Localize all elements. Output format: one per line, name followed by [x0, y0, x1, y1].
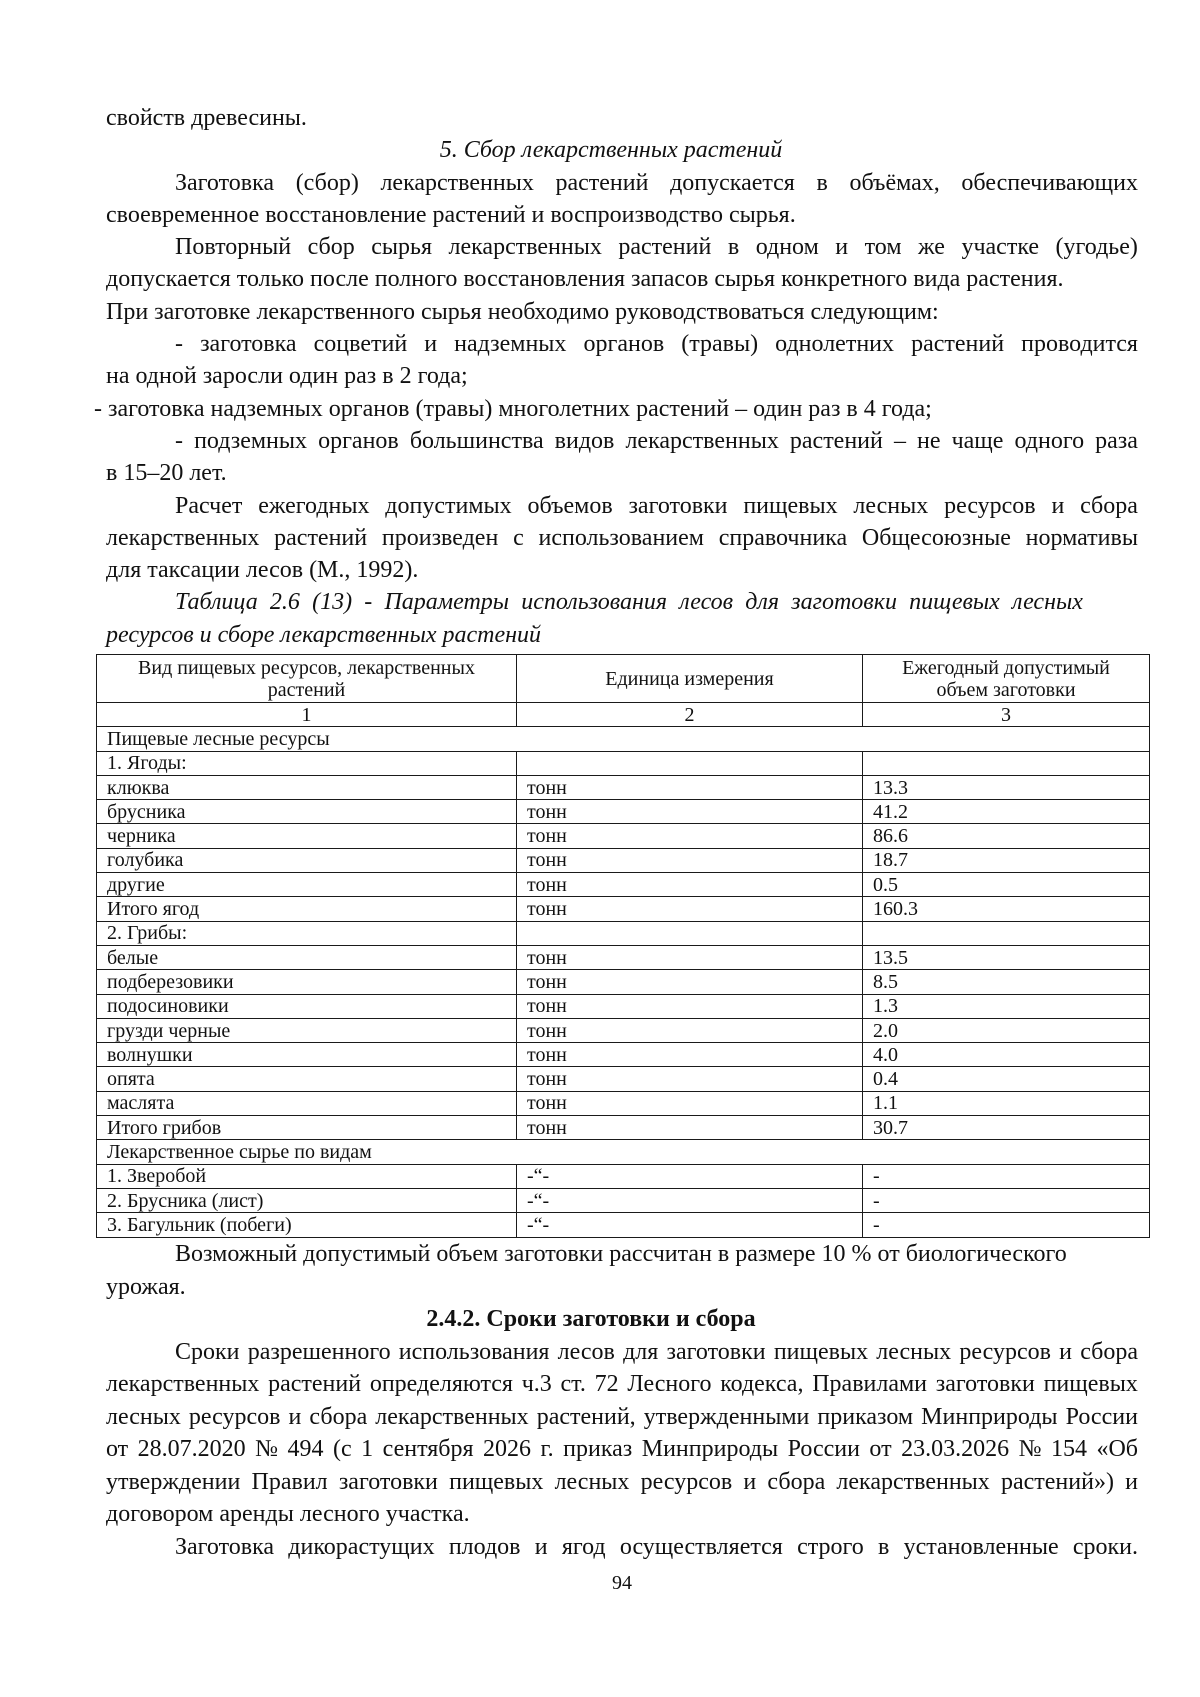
word: (сбор)	[295, 169, 359, 196]
table-row	[97, 1164, 1150, 1188]
cell-volume: 2.0	[863, 1018, 1150, 1042]
word: в	[816, 169, 828, 196]
word: (13)	[312, 589, 353, 616]
word: для	[623, 1338, 659, 1365]
list-item-line: на одной заросли один раз в 2 года;	[106, 363, 468, 390]
table-row	[97, 1188, 1150, 1212]
word: Заготовка	[175, 169, 275, 196]
word: сроки.	[1072, 1533, 1138, 1560]
cell-unit: тонн	[517, 1043, 863, 1067]
word: лекарственных	[106, 524, 260, 551]
cell-resource: 2. Грибы:	[97, 921, 517, 945]
word: раза	[1095, 427, 1138, 454]
paragraph-line	[106, 1401, 1138, 1434]
word: лесных	[853, 492, 929, 519]
word: лекарственных	[106, 1371, 260, 1397]
word: не	[917, 427, 941, 454]
cell-resource: Итого ягод	[97, 897, 517, 921]
word: подземных	[194, 427, 308, 454]
word: Минприроды	[641, 1436, 779, 1462]
paragraph-line	[175, 231, 1138, 263]
word: Сроки	[175, 1338, 240, 1365]
word: 23.03.2026	[901, 1436, 1010, 1462]
table-body	[97, 727, 1150, 1237]
word: растений»)	[1000, 1468, 1114, 1495]
paragraph-line	[175, 167, 1138, 199]
cell-unit: тонн	[517, 945, 863, 969]
header-text: Ежегодный допустимый	[902, 656, 1110, 679]
cell-resource: другие	[97, 873, 517, 897]
paragraph-line: своевременное восстановление растений и воспроизводство сырья.	[106, 201, 796, 228]
table-caption-line	[175, 586, 1083, 618]
word: России	[1065, 1403, 1138, 1430]
cell-resource: подберезовики	[97, 970, 517, 994]
cell-volume: 1.1	[863, 1091, 1150, 1115]
word: Общесоюзные	[861, 524, 1011, 551]
paragraph-line: для таксации лесов (М., 1992).	[106, 557, 419, 584]
cell-resource: клюква	[97, 775, 517, 799]
table-caption-line: ресурсов и сборе лекарственных растений	[106, 621, 542, 648]
word: лесных	[876, 1338, 952, 1365]
word: пищевых	[773, 1338, 869, 1365]
page-number: 94	[612, 1572, 632, 1594]
cell-volume: 160.3	[863, 897, 1150, 921]
paragraph-line: Возможный допустимый объем заготовки рассчитан в размере 10 % от биологического	[175, 1241, 1067, 1267]
resources-table	[96, 654, 1150, 1238]
word: и	[534, 1533, 548, 1560]
word: том	[864, 234, 902, 261]
word: 28.07.2020	[137, 1436, 246, 1462]
paragraph-line: При заготовке лекарственного сырья необходимо руководствоваться следующим:	[106, 298, 939, 325]
word: объемов	[527, 492, 613, 519]
cell-resource: маслята	[97, 1091, 517, 1115]
word: заготовки	[338, 1468, 438, 1495]
word: произведен	[381, 524, 499, 551]
table-row	[97, 1091, 1150, 1115]
cell-resource: 2. Брусника (лист)	[97, 1188, 517, 1212]
paragraph-line	[175, 1336, 1138, 1369]
cell-volume: 1.3	[863, 994, 1150, 1018]
word: 154	[1050, 1436, 1087, 1462]
table-row	[97, 970, 1150, 994]
header-unit	[517, 655, 863, 703]
word: приказ	[563, 1436, 633, 1462]
word: заготовка	[200, 331, 297, 358]
word: проводится	[1021, 331, 1138, 358]
cell-unit	[517, 921, 863, 945]
word: соцветий	[313, 331, 408, 358]
word: надземных	[454, 331, 567, 358]
word: лесных	[554, 1468, 630, 1495]
word: разрешенного	[247, 1338, 391, 1365]
cell-unit: тонн	[517, 1116, 863, 1140]
table-row	[97, 1116, 1150, 1140]
word: лесных	[106, 1403, 181, 1430]
table-row	[97, 824, 1150, 848]
cell-unit: тонн	[517, 994, 863, 1018]
table-row	[97, 751, 1150, 775]
word: -	[175, 427, 183, 454]
table-row	[97, 848, 1150, 872]
cell-resource: 1. Ягоды:	[97, 751, 517, 775]
word: лекарственных	[625, 427, 779, 454]
word: лекарственных	[448, 234, 602, 261]
word: сентября	[382, 1436, 474, 1462]
table-section-row	[97, 1140, 1150, 1164]
paragraph-line	[106, 1466, 1138, 1499]
word: органов	[583, 331, 665, 358]
table-row	[97, 1043, 1150, 1067]
word: ягод	[561, 1533, 606, 1560]
word: пищевых	[743, 492, 838, 519]
cell-volume: 0.5	[863, 873, 1150, 897]
header-text: Вид пищевых ресурсов, лекарственных	[138, 656, 475, 679]
word: ежегодных	[258, 492, 370, 519]
cell-unit: -“-	[517, 1213, 863, 1237]
cell-volume: 8.5	[863, 970, 1150, 994]
word: лесов	[557, 1338, 615, 1365]
cell-resource: 1. Зверобой	[97, 1164, 517, 1188]
table-row	[97, 1213, 1150, 1237]
word: -	[175, 331, 183, 358]
paragraph-line: допускается только после полного восстановления запасов сырья конкретного вида растения.	[106, 266, 1064, 293]
cell-unit: тонн	[517, 1018, 863, 1042]
word: -	[364, 589, 373, 616]
word: Параметры	[384, 589, 510, 616]
section-heading: 5. Сбор лекарственных растений	[439, 137, 783, 164]
paragraph-line	[106, 1433, 1138, 1466]
word: растений	[789, 427, 883, 454]
word: утверждении	[106, 1468, 241, 1495]
word: чаще	[951, 427, 1004, 454]
word: растений	[555, 169, 649, 196]
word: допускается	[670, 169, 795, 196]
cell-volume: 30.7	[863, 1116, 1150, 1140]
word: России	[787, 1436, 860, 1462]
word: «Об	[1096, 1436, 1138, 1462]
word: сбор	[307, 234, 355, 261]
paragraph-line: договором аренды лесного участка.	[106, 1501, 470, 1527]
word: растений	[268, 1371, 362, 1397]
word: заготовки	[628, 492, 728, 519]
cell-unit	[517, 751, 863, 775]
continued-text: свойств древесины.	[106, 105, 307, 131]
word: растений	[618, 234, 712, 261]
list-item-line	[175, 425, 1138, 457]
header-text: объем заготовки	[936, 678, 1076, 701]
cell-volume: 4.0	[863, 1043, 1150, 1067]
word: –	[893, 427, 906, 454]
cell-volume: 18.7	[863, 848, 1150, 872]
cell-resource: брусника	[97, 800, 517, 824]
word: Заготовка	[175, 1533, 275, 1560]
cell-resource: Итого грибов	[97, 1116, 517, 1140]
cell-volume: 13.5	[863, 945, 1150, 969]
word: растений	[274, 524, 368, 551]
word: 1	[361, 1436, 374, 1462]
table-row	[97, 921, 1150, 945]
word: сырья	[371, 234, 432, 261]
word: справочника	[718, 524, 848, 551]
word: заготовки	[935, 1371, 1035, 1397]
paragraph-line: урожая.	[106, 1273, 186, 1300]
word: растений	[911, 331, 1005, 358]
cell-volume: 86.6	[863, 824, 1150, 848]
cell-unit: -“-	[517, 1164, 863, 1188]
cell-resource: грузди черные	[97, 1018, 517, 1042]
cell-volume: -	[863, 1188, 1150, 1212]
text-block-top	[0, 102, 1200, 651]
list-item-line: в 15–20 лет.	[106, 460, 227, 487]
word: нормативы	[1025, 524, 1138, 551]
table-section-row	[97, 727, 1150, 751]
word: Лесного	[627, 1371, 712, 1397]
word: кодекса,	[720, 1371, 804, 1397]
list-item-line: - заготовка надземных органов (травы) многолетних растений – один раз в 4 года;	[94, 395, 932, 422]
word: ресурсов	[640, 1468, 733, 1495]
word: (травы)	[681, 331, 759, 358]
word: Расчет	[175, 492, 243, 519]
cell-section: Пищевые лесные ресурсы	[97, 727, 1150, 751]
cell-unit: -“-	[517, 1188, 863, 1212]
cell-volume: 0.4	[863, 1067, 1150, 1091]
column-number-row	[97, 703, 1150, 727]
word: использования	[398, 1338, 550, 1365]
cell-resource: подосиновики	[97, 994, 517, 1018]
word: строго	[797, 1533, 864, 1560]
header-resource	[97, 655, 517, 703]
word: допустимых	[385, 492, 512, 519]
cell-volume	[863, 751, 1150, 775]
list-item-line	[175, 328, 1138, 360]
paragraph-line	[106, 1368, 1138, 1401]
cell-unit: тонн	[517, 775, 863, 799]
cell-unit: тонн	[517, 824, 863, 848]
word: обеспечивающих	[961, 169, 1138, 196]
word: лекарственных	[380, 169, 534, 196]
word: видов	[554, 427, 615, 454]
cell-resource: голубика	[97, 848, 517, 872]
word: растений,	[536, 1403, 636, 1430]
word: одного	[1014, 427, 1085, 454]
table-row	[97, 1018, 1150, 1042]
word: ресурсов	[188, 1403, 281, 1430]
word: Минприроды	[921, 1403, 1058, 1430]
word: Правилами	[812, 1371, 928, 1397]
word: заготовки	[666, 1338, 766, 1365]
word: приказом	[817, 1403, 914, 1430]
word: ресурсов	[944, 492, 1036, 519]
table-row	[97, 873, 1150, 897]
cell-resource: волнушки	[97, 1043, 517, 1067]
word: №	[1018, 1436, 1042, 1462]
column-number: 1	[97, 703, 517, 727]
word: с	[513, 524, 524, 551]
cell-unit: тонн	[517, 970, 863, 994]
word: Таблица	[175, 589, 258, 616]
word: от	[106, 1436, 129, 1462]
word: лекарственных	[836, 1468, 990, 1495]
word: для	[745, 589, 780, 616]
word: в	[727, 234, 740, 261]
word: в	[877, 1533, 890, 1560]
cell-volume: -	[863, 1164, 1150, 1188]
cell-unit: тонн	[517, 873, 863, 897]
word: большинства	[409, 427, 544, 454]
cell-volume: 41.2	[863, 800, 1150, 824]
table-row	[97, 897, 1150, 921]
word: утвержденными	[643, 1403, 810, 1430]
word: 2.6	[269, 589, 300, 616]
word: пищевых	[449, 1468, 544, 1495]
table-head	[97, 655, 1150, 727]
cell-volume	[863, 921, 1150, 945]
word: плодов	[448, 1533, 521, 1560]
table-row	[97, 1067, 1150, 1091]
word: использованием	[538, 524, 704, 551]
table-row	[97, 800, 1150, 824]
word: ч.3	[521, 1371, 552, 1397]
word: Правил	[251, 1468, 328, 1495]
header-text: Единица измерения	[605, 667, 774, 690]
paragraph-line	[175, 1531, 1138, 1564]
cell-volume: -	[863, 1213, 1150, 1237]
word: пищевых	[909, 589, 1000, 616]
table-row	[97, 994, 1150, 1018]
word: 2026	[483, 1436, 532, 1462]
word: сбора	[1080, 492, 1138, 519]
cell-unit: тонн	[517, 897, 863, 921]
cell-resource: белые	[97, 945, 517, 969]
section-heading: 2.4.2. Сроки заготовки и сбора	[426, 1306, 756, 1332]
cell-unit: тонн	[517, 1091, 863, 1115]
word: органов	[318, 427, 399, 454]
word: дикорастущих	[288, 1533, 435, 1560]
word: использования	[521, 589, 668, 616]
header-text: растений	[267, 678, 346, 701]
word: одном	[755, 234, 819, 261]
word: и	[835, 234, 849, 261]
word: лекарственных	[375, 1403, 529, 1430]
paragraph-line	[175, 490, 1138, 522]
column-number: 2	[517, 703, 863, 727]
word: от	[869, 1436, 892, 1462]
word: лесов	[679, 589, 734, 616]
cell-unit: тонн	[517, 1067, 863, 1091]
cell-unit: тонн	[517, 800, 863, 824]
word: заготовки	[791, 589, 897, 616]
cell-resource: черника	[97, 824, 517, 848]
word: сбора	[767, 1468, 826, 1495]
cell-volume: 13.3	[863, 775, 1150, 799]
paragraph-line	[106, 522, 1138, 554]
cell-resource: опята	[97, 1067, 517, 1091]
word: ст.	[560, 1371, 586, 1397]
column-number: 3	[863, 703, 1150, 727]
word: (угодье)	[1055, 234, 1138, 261]
table-row	[97, 775, 1150, 799]
word: и	[288, 1403, 302, 1430]
word: объёмах,	[849, 169, 940, 196]
word: и	[1125, 1468, 1138, 1495]
word: однолетних	[775, 331, 895, 358]
word: 494	[287, 1436, 324, 1462]
word: установленные	[903, 1533, 1059, 1560]
word: и	[424, 331, 438, 358]
word: лесных	[1012, 589, 1083, 616]
word: ресурсов	[959, 1338, 1051, 1365]
header-volume	[863, 655, 1150, 703]
word: (с	[333, 1436, 352, 1462]
word: пищевых	[1043, 1371, 1138, 1397]
word: и	[1059, 1338, 1072, 1365]
table-row	[97, 945, 1150, 969]
word: №	[255, 1436, 279, 1462]
cell-section: Лекарственное сырье по видам	[97, 1140, 1150, 1164]
cell-unit: тонн	[517, 848, 863, 872]
word: же	[918, 234, 945, 261]
word: определяются	[369, 1371, 513, 1397]
word: и	[743, 1468, 757, 1495]
word: и	[1051, 492, 1065, 519]
cell-resource: 3. Багульник (побеги)	[97, 1213, 517, 1237]
word: сбора	[1080, 1338, 1138, 1365]
word: Повторный	[175, 234, 292, 261]
word: 72	[594, 1371, 619, 1397]
text-block-bottom	[0, 1238, 1200, 1563]
word: сбора	[309, 1403, 368, 1430]
word: участке	[961, 234, 1040, 261]
word: г.	[540, 1436, 554, 1462]
word: осуществляется	[619, 1533, 783, 1560]
table-header-row	[97, 655, 1150, 703]
